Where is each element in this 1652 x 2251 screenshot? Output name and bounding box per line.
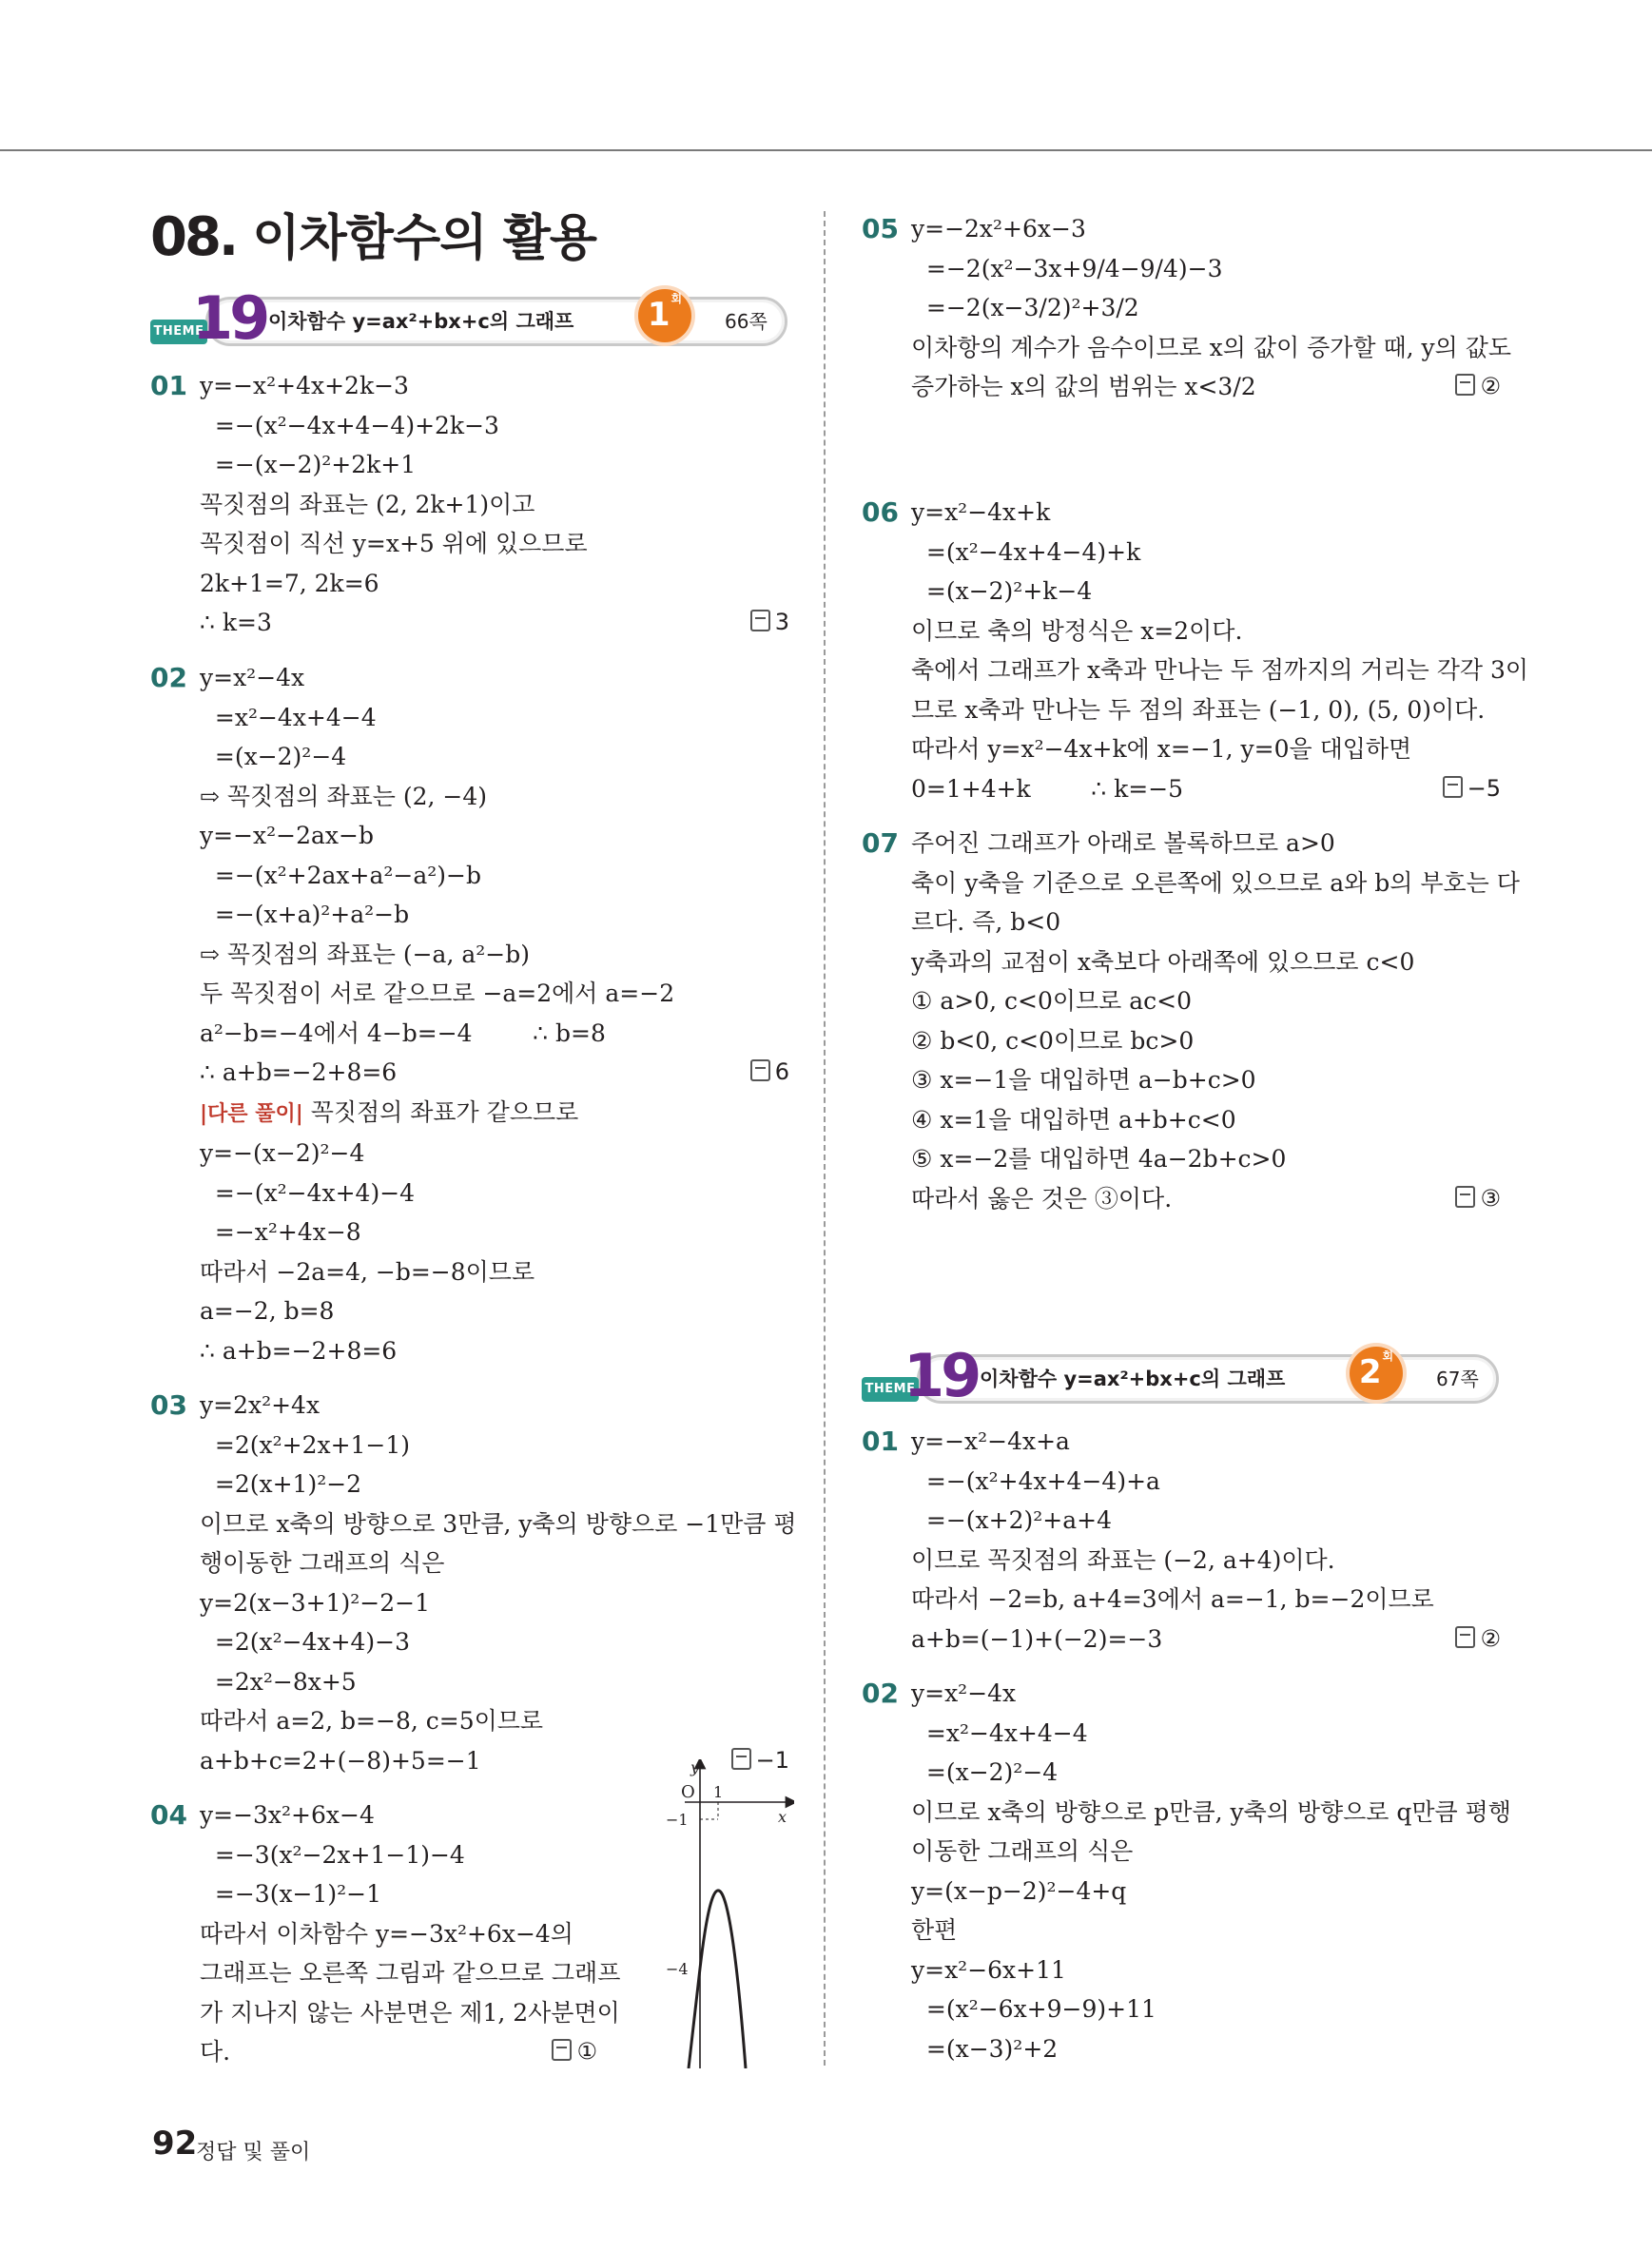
solution-text: 므로 x축과 만나는 두 점의 좌표는 (−1, 0), (5, 0)이다.	[911, 695, 1486, 724]
solution-line	[911, 769, 1501, 809]
answer-icon	[1455, 1626, 1475, 1648]
answer-icon	[552, 2039, 572, 2061]
problem-number: 03	[150, 1389, 187, 1421]
solution-line	[200, 603, 789, 643]
solution-line	[911, 1462, 1501, 1502]
solution-text: ④ x=1을 대입하면 a+b+c<0	[911, 1105, 1236, 1134]
solution-line	[911, 2029, 1501, 2069]
theme-title: 이차함수 y=ax²+bx+c의 그래프	[980, 1368, 1286, 1390]
solution-text: 가 지나지 않는 사분면은 제1, 2사분면이	[200, 1998, 620, 2027]
answer-value: −5	[1467, 774, 1501, 802]
solution-line	[911, 1060, 1501, 1100]
solution-text: 따라서 옳은 것은 ③이다.	[911, 1184, 1173, 1213]
solution-line	[911, 1100, 1501, 1140]
solution-text: ⑤ x=−2를 대입하면 4a−2b+c>0	[911, 1145, 1287, 1173]
solution-text: y=(x−p−2)²−4+q	[911, 1876, 1127, 1905]
solution-text: y=2(x−3+1)²−2−1	[200, 1588, 431, 1617]
solution-line	[200, 1134, 789, 1174]
page-ref: 66쪽	[725, 310, 768, 333]
solution-line	[200, 1174, 789, 1213]
solution-text: y=x²−4x	[911, 1679, 1017, 1707]
answer-icon	[1455, 374, 1475, 396]
solution-line	[200, 856, 789, 896]
solution-line	[911, 690, 1501, 730]
solution-text: =2(x+1)²−2	[200, 1470, 362, 1498]
problem-03	[150, 1386, 797, 1780]
answer-mark	[1443, 769, 1501, 809]
theme-bar-2	[862, 1341, 1499, 1410]
solution-line	[200, 1426, 789, 1465]
theme-number: 19	[192, 283, 267, 353]
theme-tag: THEME	[862, 1377, 919, 1402]
solution-text: y=−(x−2)²−4	[200, 1139, 365, 1167]
solution-text: 0=1+4+k ∴ k=−5	[911, 774, 1184, 803]
solution-text: 행이동한 그래프의 식은	[200, 1549, 445, 1577]
problem-05	[862, 209, 1512, 407]
solution-text: y=x²−6x+11	[911, 1955, 1066, 1984]
column-divider	[824, 211, 826, 2066]
problem-06	[862, 493, 1529, 808]
answer-value: 6	[774, 1058, 789, 1085]
solution-line	[200, 1701, 789, 1741]
solution-line	[200, 935, 789, 975]
solution-text: =−(x+a)²+a²−b	[200, 901, 410, 928]
solution-line	[911, 1911, 1501, 1950]
chapter-name: 이차함수의 활용	[252, 210, 597, 267]
solution-text: =−(x²−4x+4−4)+2k−3	[200, 411, 499, 439]
solution-text: y=x²−4x	[200, 664, 305, 691]
solution-line	[911, 288, 1501, 328]
answer-icon	[1443, 776, 1463, 798]
solution-line	[200, 1543, 789, 1583]
solution-line	[911, 1989, 1501, 2029]
solution-line	[200, 1252, 789, 1292]
round-suffix: 회	[671, 292, 683, 305]
answer-icon	[1455, 1186, 1475, 1208]
solution-line	[911, 1753, 1501, 1793]
solution-line	[911, 1872, 1501, 1911]
solution-line	[200, 737, 789, 777]
solution-text: =x²−4x+4−4	[200, 703, 377, 731]
solution-text: a+b=(−1)+(−2)=−3	[911, 1624, 1163, 1653]
solution-text: 2k+1=7, 2k=6	[200, 569, 379, 597]
solution-text: ⇨ 꼭짓점의 좌표는 (2, −4)	[200, 782, 487, 810]
answer-mark	[750, 603, 789, 643]
solution-text: =−x²+4x−8	[200, 1218, 361, 1246]
chapter-title	[150, 198, 596, 269]
solution-body	[911, 824, 1520, 1218]
solution-line	[200, 564, 789, 604]
solution-line	[911, 650, 1529, 690]
answer-mark	[1455, 1620, 1501, 1659]
origin-label: O	[681, 1782, 695, 1802]
solution-body	[911, 493, 1529, 808]
solution-text: 축에서 그래프가 x축과 만나는 두 점까지의 거리는 각각 3이	[911, 656, 1529, 684]
footer-label: 정답 및 풀이	[196, 2141, 311, 2164]
problem-02	[150, 658, 789, 1370]
solution-line	[911, 824, 1501, 864]
answer-mark	[1455, 367, 1501, 407]
problem-number: 05	[862, 213, 899, 244]
solution-line	[200, 366, 789, 406]
solution-text: 따라서 y=x²−4x+k에 x=−1, y=0을 대입하면	[911, 735, 1412, 763]
solution-line	[911, 1139, 1501, 1179]
solution-line	[911, 981, 1501, 1021]
solution-line	[200, 524, 789, 564]
solution-text: 증가하는 x의 값의 범위는 x<3/2	[911, 373, 1256, 400]
solution-line	[200, 1213, 789, 1252]
solution-text: 한편	[911, 1916, 958, 1944]
solution-text: 꼭짓점의 좌표는 (2, 2k+1)이고	[200, 490, 535, 518]
solution-text: a=−2, b=8	[200, 1297, 335, 1325]
solution-text: =−3(x²−2x+1−1)−4	[200, 1840, 465, 1869]
solution-text: =−(x²+2ax+a²−a²)−b	[200, 861, 481, 889]
solution-line	[911, 493, 1501, 533]
answer-value: ②	[1480, 1624, 1501, 1652]
solution-text: 축이 y축을 기준으로 오른쪽에 있으므로 a와 b의 부호는 다	[911, 868, 1520, 897]
parabola-graph	[666, 1759, 794, 2068]
answer-value: ②	[1480, 373, 1501, 399]
solution-text: 이므로 x축의 방향으로 p만큼, y축의 방향으로 q만큼 평행	[911, 1797, 1511, 1826]
solution-line	[200, 1662, 789, 1702]
solution-line	[200, 1093, 789, 1135]
alternative-solution-label: |다른 풀이|	[200, 1101, 303, 1126]
solution-text: 따라서 이차함수 y=−3x²+6x−4의	[200, 1919, 573, 1948]
solution-text: ② b<0, c<0이므로 bc>0	[911, 1026, 1195, 1055]
solution-line	[911, 902, 1501, 942]
solution-text: ③ x=−1을 대입하면 a−b+c>0	[911, 1066, 1256, 1094]
problem-01	[150, 366, 789, 643]
round-badge	[638, 289, 691, 342]
x-axis-label: x	[778, 1808, 787, 1826]
solution-text: 따라서 a=2, b=−8, c=5이므로	[200, 1707, 544, 1735]
answer-icon	[750, 610, 770, 631]
solution-text: y축과의 교점이 x축보다 아래쪽에 있으므로 c<0	[911, 947, 1415, 976]
solution-line	[200, 816, 789, 856]
problem-2-02	[862, 1674, 1511, 2068]
solution-line	[911, 1179, 1501, 1219]
answer-mark	[750, 1053, 789, 1093]
answer-mark	[1455, 1179, 1501, 1219]
solution-body	[200, 658, 789, 1370]
solution-line	[911, 1422, 1501, 1462]
y-axis-label: y	[690, 1759, 700, 1776]
problem-number: 04	[150, 1799, 187, 1831]
solution-text: =(x−2)²−4	[911, 1758, 1059, 1786]
solution-text: 이차항의 계수가 음수이므로 x의 값이 증가할 때, y의 값도	[911, 333, 1512, 361]
solution-text: 꼭짓점이 직선 y=x+5 위에 있으므로	[200, 530, 588, 557]
problem-number: 07	[862, 827, 899, 859]
answer-value: 3	[774, 609, 789, 635]
solution-line	[911, 249, 1501, 289]
answer-value: ①	[576, 2038, 597, 2065]
solution-text: =2(x²+2x+1−1)	[200, 1430, 411, 1459]
solution-body	[911, 209, 1512, 407]
solution-body	[200, 1386, 797, 1780]
solution-text: 이므로 꼭짓점의 좌표는 (−2, a+4)이다.	[911, 1545, 1335, 1574]
solution-line	[911, 729, 1501, 769]
solution-line	[200, 1014, 789, 1054]
solution-line	[911, 328, 1512, 368]
solution-line	[911, 1950, 1501, 1990]
theme-tag: THEME	[150, 320, 207, 344]
solution-text: =(x−2)²−4	[200, 743, 347, 770]
solution-body	[200, 366, 789, 643]
solution-text: =(x²−4x+4−4)+k	[911, 537, 1141, 566]
solution-line	[911, 864, 1520, 903]
solution-line	[911, 1793, 1511, 1833]
parabola-curve	[689, 1891, 746, 2068]
solution-line	[200, 1583, 789, 1623]
solution-text: y=−x²−4x+a	[911, 1427, 1070, 1455]
solution-text: 따라서 −2=b, a+4=3에서 a=−1, b=−2이므로	[911, 1585, 1434, 1613]
solution-line	[911, 1674, 1501, 1714]
page-ref: 67쪽	[1436, 1368, 1479, 1390]
solution-text: y=2x²+4x	[200, 1391, 321, 1419]
solution-line	[911, 1714, 1501, 1754]
solution-line	[200, 1504, 797, 1544]
solution-line	[911, 1580, 1501, 1620]
solution-text: =−2(x²−3x+9/4−9/4)−3	[911, 254, 1223, 282]
problem-07	[862, 824, 1520, 1218]
solution-text: a+b+c=2+(−8)+5=−1	[200, 1746, 481, 1775]
solution-text: 이므로 축의 방정식은 x=2이다.	[911, 616, 1243, 645]
round-number: 1	[647, 296, 671, 334]
solution-line	[911, 611, 1501, 651]
round-suffix: 회	[1382, 1349, 1394, 1363]
solution-text: y=−2x²+6x−3	[911, 215, 1086, 243]
solution-text: y=−x²+4x+2k−3	[200, 372, 409, 399]
solution-text: ① a>0, c<0이므로 ac<0	[911, 987, 1193, 1015]
solution-line	[911, 1620, 1501, 1659]
answer-mark	[552, 2032, 597, 2072]
page-number: 92	[152, 2125, 198, 2163]
solution-text: y=−x²−2ax−b	[200, 822, 374, 849]
solution-line	[200, 777, 789, 817]
solution-text: 다.	[200, 2038, 231, 2066]
solution-line	[200, 1386, 789, 1426]
solution-line	[200, 1291, 789, 1331]
solution-line	[200, 658, 789, 698]
solution-text: =(x−3)²+2	[911, 2034, 1059, 2063]
solution-text: =2(x²−4x+4)−3	[200, 1628, 411, 1656]
theme-bar-1	[150, 283, 787, 353]
solution-text: ⇨ 꼭짓점의 좌표는 (−a, a²−b)	[200, 940, 530, 968]
solution-line	[200, 445, 789, 485]
solution-line	[911, 1832, 1501, 1872]
solution-line	[911, 1021, 1501, 1061]
solution-text: 르다. 즉, b<0	[911, 908, 1061, 936]
solution-text: =(x−2)²+k−4	[911, 577, 1093, 605]
solution-line	[200, 1622, 789, 1662]
answer-icon	[750, 1059, 770, 1081]
solution-line	[200, 698, 789, 738]
solution-text: =−(x²−4x+4)−4	[200, 1178, 416, 1207]
solution-text: 그래프는 오른쪽 그림과 같으므로 그래프	[200, 1959, 621, 1987]
solution-line	[911, 209, 1501, 249]
solution-text: y=x²−4x+k	[911, 498, 1051, 526]
solution-text: 따라서 −2a=4, −b=−8이므로	[200, 1257, 535, 1286]
theme-title: 이차함수 y=ax²+bx+c의 그래프	[268, 310, 574, 333]
problem-number: 01	[862, 1426, 899, 1457]
solution-text: 두 꼭짓점이 서로 같으므로 −a=2에서 a=−2	[200, 980, 675, 1007]
x-tick-label: 1	[713, 1783, 724, 1801]
theme-number: 19	[904, 1341, 979, 1410]
solution-text: 꼭짓점의 좌표가 같으므로	[302, 1097, 579, 1126]
solution-text: 주어진 그래프가 아래로 볼록하므로 a>0	[911, 829, 1335, 857]
solution-line	[200, 1465, 789, 1504]
solution-text: ∴ k=3	[200, 609, 272, 636]
round-number: 2	[1358, 1353, 1382, 1391]
solution-text: a²−b=−4에서 4−b=−4 ∴ b=8	[200, 1019, 606, 1047]
solution-line	[200, 485, 789, 525]
answer-value: −1	[755, 1746, 789, 1774]
solution-text: =x²−4x+4−4	[911, 1718, 1088, 1747]
solution-line	[911, 533, 1501, 572]
problem-number: 06	[862, 496, 899, 528]
solution-text: =−(x²+4x+4−4)+a	[911, 1466, 1160, 1495]
solution-text: 이동한 그래프의 식은	[911, 1837, 1134, 1865]
solution-text: =−3(x−1)²−1	[200, 1880, 382, 1908]
solution-line	[911, 367, 1501, 407]
problem-2-01	[862, 1422, 1501, 1659]
y-tick-label-1: −1	[666, 1811, 689, 1829]
answer-value: ③	[1480, 1184, 1501, 1212]
solution-line	[911, 942, 1501, 982]
solution-text: =2x²−8x+5	[200, 1667, 357, 1696]
solution-body	[911, 1422, 1501, 1659]
top-rule	[0, 149, 1652, 151]
solution-text: ∴ a+b=−2+8=6	[200, 1058, 398, 1086]
solution-line	[200, 1331, 789, 1371]
solution-body	[911, 1674, 1511, 2068]
solution-line	[200, 895, 789, 935]
problem-number: 02	[150, 662, 187, 693]
solution-text: 이므로 x축의 방향으로 3만큼, y축의 방향으로 −1만큼 평	[200, 1509, 797, 1538]
y-tick-label-4: −4	[666, 1960, 689, 1978]
solution-line	[911, 572, 1501, 611]
solution-line	[200, 406, 789, 446]
solution-text: =−(x−2)²+2k+1	[200, 451, 417, 478]
solution-line	[200, 974, 789, 1014]
solution-text: y=−3x²+6x−4	[200, 1801, 375, 1829]
solution-line	[911, 1541, 1501, 1581]
problem-number: 02	[862, 1678, 899, 1709]
solution-line	[200, 1053, 789, 1093]
problem-number: 01	[150, 370, 187, 401]
chapter-number: 08.	[150, 206, 237, 268]
solution-text: =(x²−6x+9−9)+11	[911, 1995, 1156, 2023]
solution-line	[911, 1501, 1501, 1541]
solution-text: ∴ a+b=−2+8=6	[200, 1336, 398, 1365]
round-badge	[1350, 1347, 1403, 1400]
solution-text: =−2(x−3/2)²+3/2	[911, 294, 1139, 321]
solution-text: =−(x+2)²+a+4	[911, 1506, 1112, 1534]
